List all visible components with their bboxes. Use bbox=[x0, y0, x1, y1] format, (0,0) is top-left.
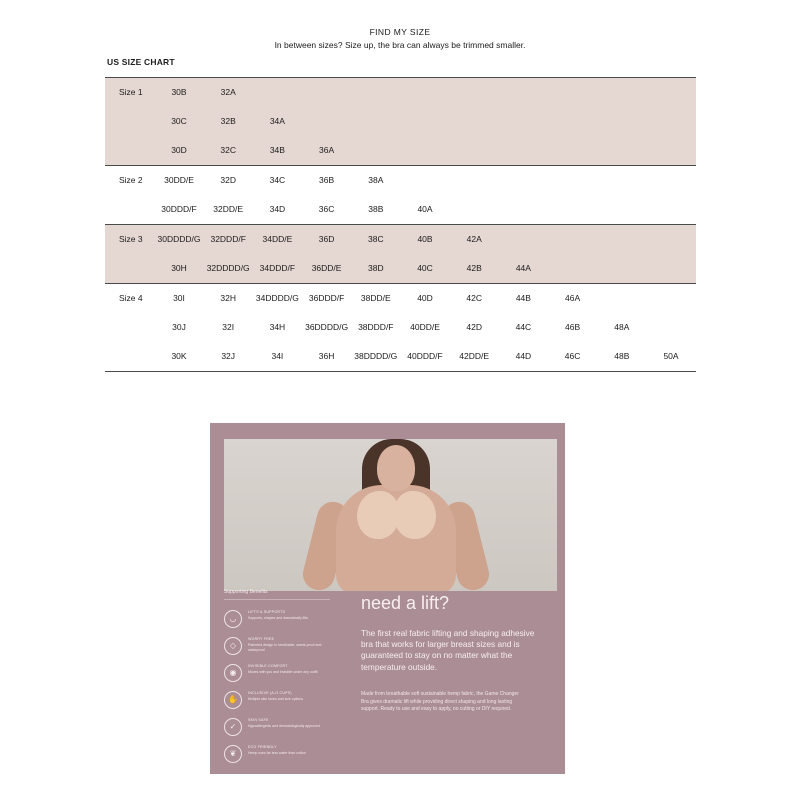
size-cell: 36DD/E bbox=[311, 263, 342, 273]
size-cell: 48A bbox=[614, 322, 630, 332]
benefit-item bbox=[224, 691, 344, 715]
size-cell: 44A bbox=[515, 263, 531, 273]
benefits-divider bbox=[224, 599, 330, 600]
size-cell: 36A bbox=[319, 145, 335, 155]
size-cell: 34B bbox=[269, 145, 285, 155]
benefit-title: SKIN SAFE bbox=[248, 718, 269, 722]
benefit-title: ECO FRIENDLY bbox=[248, 745, 277, 749]
size-cell: 30J bbox=[172, 322, 186, 332]
size-cell: 46B bbox=[565, 322, 581, 332]
benefit-title: INVISIBLE COMFORT bbox=[248, 664, 288, 668]
size-cell: 34A bbox=[269, 116, 285, 126]
size-cell: 34C bbox=[269, 175, 286, 185]
table-row bbox=[105, 136, 696, 165]
size-cell: 30K bbox=[171, 351, 187, 361]
size-cell: 38DDDD/G bbox=[354, 351, 398, 361]
leaf-icon: ❦ bbox=[224, 745, 242, 763]
size-group-label: Size 3 bbox=[119, 234, 143, 244]
benefit-text: Supports, shapes and dramatically lifts bbox=[248, 616, 308, 620]
benefit-title: WORRY FREE bbox=[248, 637, 275, 641]
product-photo bbox=[224, 439, 557, 591]
size-cell: 40C bbox=[417, 263, 433, 273]
size-cell: 30DD/E bbox=[164, 175, 194, 185]
size-cell: 32D bbox=[220, 175, 236, 185]
size-cell: 30I bbox=[173, 293, 185, 303]
size-cell: 30H bbox=[171, 263, 187, 273]
size-cell: 40B bbox=[417, 234, 433, 244]
size-cell: 42D bbox=[466, 322, 482, 332]
size-group-label: Size 2 bbox=[119, 175, 143, 185]
size-cell: 40DDD/F bbox=[407, 351, 443, 361]
table-row bbox=[105, 313, 696, 342]
size-cell: 36D bbox=[318, 234, 335, 244]
benefit-item bbox=[224, 745, 344, 769]
size-group-label: Size 4 bbox=[119, 293, 143, 303]
benefit-text: Patented design is breathable, sweat-proof and waterproof bbox=[248, 643, 322, 652]
size-cell: 40DD/E bbox=[410, 322, 440, 332]
size-cell: 44B bbox=[515, 293, 531, 303]
table-row bbox=[105, 166, 696, 195]
size-group bbox=[105, 225, 696, 284]
size-group bbox=[105, 284, 696, 372]
table-row bbox=[105, 78, 696, 107]
size-cell: 36C bbox=[318, 204, 335, 214]
skin-safe-icon: ✓ bbox=[224, 718, 242, 736]
size-cell: 36DDD/F bbox=[308, 293, 345, 303]
size-cell: 32J bbox=[221, 351, 236, 361]
size-cell: 32B bbox=[220, 116, 236, 126]
size-cell: 42C bbox=[466, 293, 482, 303]
table-row bbox=[105, 254, 696, 283]
adhesive-bra-right bbox=[394, 491, 436, 539]
size-cell: 38DD/E bbox=[360, 293, 391, 303]
table-row bbox=[105, 342, 696, 371]
size-cell: 34I bbox=[271, 351, 284, 361]
table-row bbox=[105, 107, 696, 136]
chart-label: US SIZE CHART bbox=[107, 57, 175, 67]
table-row bbox=[105, 284, 696, 313]
size-group bbox=[105, 77, 696, 166]
benefit-text: Hemp uses far less water than cotton bbox=[248, 751, 306, 755]
size-cell: 30DDD/F bbox=[161, 204, 197, 214]
benefit-title: INCLUSIVE (A-G CUPS) bbox=[248, 691, 292, 695]
table-row bbox=[105, 225, 696, 254]
size-cell: 32I bbox=[222, 322, 235, 332]
size-cell: 40D bbox=[417, 293, 433, 303]
size-cell: 42DD/E bbox=[459, 351, 490, 361]
product-box bbox=[210, 423, 565, 774]
size-cell: 44D bbox=[515, 351, 532, 361]
size-cell: 36B bbox=[319, 175, 335, 185]
size-cell: 48B bbox=[614, 351, 630, 361]
product-body-text: Made from breathable soft sustainable hemp fabric, the Game Changer Bra gives dramatic lift while providing direct shaping and long lasting support. Ready to use and easy to apply, no cutting or DIY required. bbox=[361, 691, 519, 713]
size-cell: 34D bbox=[269, 204, 286, 214]
size-group bbox=[105, 166, 696, 225]
size-cell: 38A bbox=[368, 175, 384, 185]
size-cell: 32H bbox=[220, 293, 236, 303]
product-title: need a lift? bbox=[361, 593, 450, 613]
size-cell: 34DDDD/G bbox=[255, 293, 299, 303]
benefit-title: LIFTS & SUPPORTS bbox=[248, 610, 286, 614]
size-cell: 38C bbox=[368, 234, 384, 244]
size-cell: 34DDD/F bbox=[259, 263, 296, 273]
size-cell: 30D bbox=[171, 145, 187, 155]
benefit-item bbox=[224, 664, 344, 688]
product-lead-text: The first real fabric lifting and shaping adhesive bra that works for larger breast sizes and is guaranteed to stay on no matter what the temperature outside. bbox=[361, 628, 535, 672]
page-title: FIND MY SIZE bbox=[369, 27, 431, 37]
size-cell: 32DDDD/G bbox=[206, 263, 250, 273]
size-cell: 50A bbox=[663, 351, 679, 361]
benefit-item bbox=[224, 610, 344, 634]
size-cell: 32DD/E bbox=[213, 204, 244, 214]
size-group-label: Size 1 bbox=[119, 87, 143, 97]
size-cell: 40A bbox=[417, 204, 433, 214]
size-cell: 32A bbox=[220, 87, 236, 97]
eye-icon: ◉ bbox=[224, 664, 242, 682]
benefit-text: Moves with you and invisible under any outfit bbox=[248, 670, 318, 674]
benefits-heading: Supporting Benefits bbox=[224, 589, 268, 595]
size-guide-header bbox=[0, 26, 800, 51]
size-cell: 36DDDD/G bbox=[305, 322, 349, 332]
benefit-item bbox=[224, 637, 344, 661]
size-cell: 34DD/E bbox=[262, 234, 293, 244]
size-cell: 38D bbox=[368, 263, 384, 273]
benefit-text: Hypoallergenic and dermatologically approved bbox=[248, 724, 320, 728]
size-cell: 36H bbox=[318, 351, 335, 361]
size-cell: 42A bbox=[466, 234, 482, 244]
size-cell: 34H bbox=[269, 322, 286, 332]
drop-icon: ◇ bbox=[224, 637, 242, 655]
size-cell: 46A bbox=[565, 293, 581, 303]
page-subtitle: In between sizes? Size up, the bra can always be trimmed smaller. bbox=[274, 40, 526, 50]
size-chart-table bbox=[105, 77, 696, 372]
size-cell: 42B bbox=[466, 263, 482, 273]
benefit-item bbox=[224, 718, 344, 742]
benefit-text: Multiple skin tones and size options bbox=[248, 697, 304, 701]
inclusive-icon: ✋ bbox=[224, 691, 242, 709]
size-cell: 38DDD/F bbox=[358, 322, 394, 332]
size-cell: 30B bbox=[171, 87, 187, 97]
adhesive-bra-left bbox=[357, 491, 399, 539]
lift-icon: ◡ bbox=[224, 610, 242, 628]
table-row bbox=[105, 195, 696, 224]
size-cell: 38B bbox=[368, 204, 384, 214]
size-cell: 30DDDD/G bbox=[157, 234, 201, 244]
size-cell: 46C bbox=[564, 351, 581, 361]
size-cell: 32DDD/F bbox=[210, 234, 246, 244]
size-cell: 44C bbox=[515, 322, 532, 332]
size-cell: 32C bbox=[220, 145, 236, 155]
size-cell: 30C bbox=[171, 116, 187, 126]
